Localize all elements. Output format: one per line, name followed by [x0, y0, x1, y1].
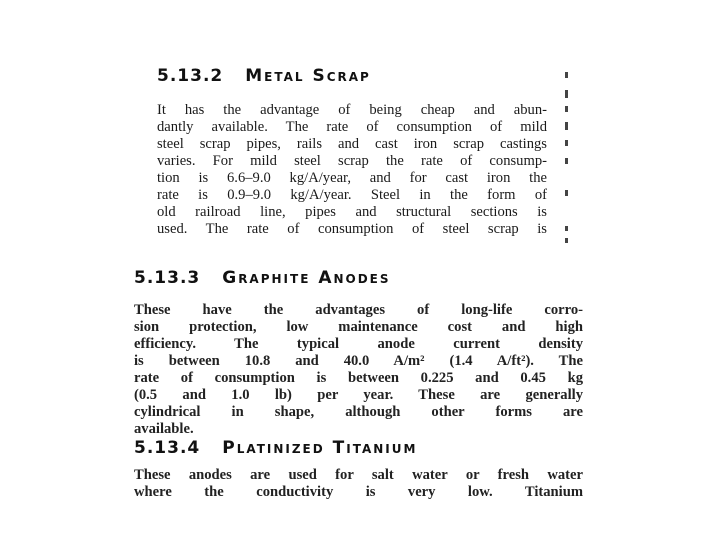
- section-heading-metal-scrap: [157, 66, 371, 86]
- text-line: varies. For mild steel scrap the rate of consump-: [157, 153, 547, 169]
- section-heading-graphite-anodes: [134, 268, 391, 288]
- text-line: efficiency. The typical anode current density: [134, 336, 583, 352]
- text-line: used. The rate of consumption of steel scrap is: [157, 221, 547, 237]
- section-number: 5.13.2: [157, 66, 224, 86]
- adjacent-column-edge: [565, 66, 571, 256]
- text-line: where the conductivity is very low. Titanium: [134, 484, 583, 500]
- section-number: 5.13.4: [134, 438, 201, 458]
- section-title: Metal Scrap: [245, 66, 371, 86]
- text-line: rate of consumption is between 0.225 and 0.45 kg: [134, 370, 583, 386]
- text-line: These anodes are used for salt water or fresh water: [134, 467, 583, 483]
- text-line: sion protection, low maintenance cost and high: [134, 319, 583, 335]
- section-heading-platinized-titanium: [134, 438, 417, 458]
- section-title: Platinized Titanium: [222, 438, 418, 458]
- text-line: rate is 0.9–9.0 kg/A/year. Steel in the form of: [157, 187, 547, 203]
- section-number: 5.13.3: [134, 268, 201, 288]
- text-line: dantly available. The rate of consumption of mild: [157, 119, 547, 135]
- text-line: These have the advantages of long-life corro-: [134, 302, 583, 318]
- text-line: cylindrical in shape, although other forms are: [134, 404, 583, 420]
- text-line: It has the advantage of being cheap and abun-: [157, 102, 547, 118]
- text-line: tion is 6.6–9.0 kg/A/year, and for cast iron the: [157, 170, 547, 186]
- paragraph-metal-scrap: [157, 102, 547, 238]
- section-title: Graphite Anodes: [222, 268, 391, 288]
- text-line: old railroad line, pipes and structural sections is: [157, 204, 547, 220]
- text-line: (0.5 and 1.0 lb) per year. These are generally: [134, 387, 583, 403]
- text-line: available.: [134, 421, 194, 437]
- text-line: is between 10.8 and 40.0 A/m² (1.4 A/ft²). The: [134, 353, 583, 369]
- paragraph-platinized-titanium: [134, 467, 583, 501]
- paragraph-graphite-anodes: [134, 302, 583, 438]
- text-line: steel scrap pipes, rails and cast iron scrap castings: [157, 136, 547, 152]
